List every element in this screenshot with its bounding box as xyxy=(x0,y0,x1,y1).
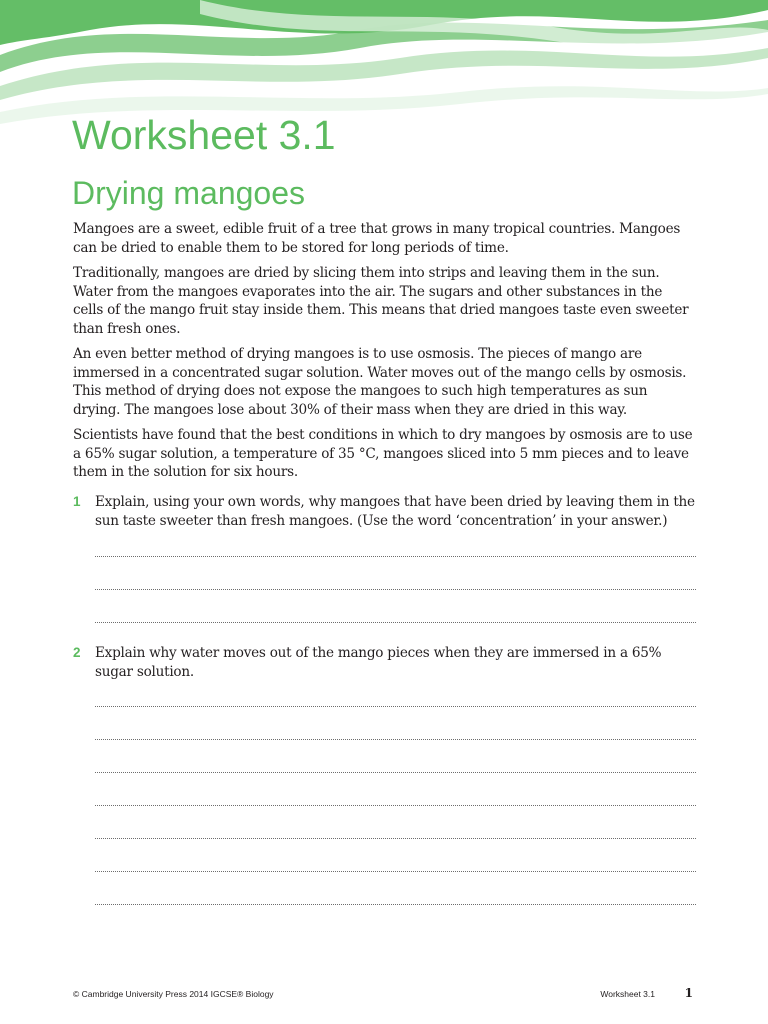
page-footer xyxy=(73,988,695,1002)
page-number: 1 xyxy=(684,986,693,1000)
footer-worksheet-label: Worksheet 3.1 xyxy=(600,989,655,999)
section-title: Drying mangoes xyxy=(72,175,305,211)
answer-line[interactable] xyxy=(95,706,696,707)
worksheet-title: Worksheet 3.1 xyxy=(72,112,336,158)
answer-line[interactable] xyxy=(95,739,696,740)
question-number: 1 xyxy=(73,494,81,509)
answer-line[interactable] xyxy=(95,805,696,806)
answer-line[interactable] xyxy=(95,838,696,839)
question-2 xyxy=(73,644,698,681)
answer-line[interactable] xyxy=(95,556,696,557)
question-1 xyxy=(73,493,698,530)
question-text: Explain, using your own words, why mangoes that have been dried by leaving them in the sun taste sweeter than fresh mangoes. (Use the word ‘concentration’ in your answer.) xyxy=(95,494,695,529)
intro-paragraph: An even better method of drying mangoes is to use osmosis. The pieces of mango are immersed in a concentrated sugar solution. Water moves out of the mango cells by osmosis. This method of drying does not expose the mangoes to such high temperatures as sun drying. The mangoes lose about 30% of their mass when they are dried in this way. xyxy=(73,346,687,418)
answer-line[interactable] xyxy=(95,904,696,905)
question-number: 2 xyxy=(73,645,81,660)
intro-paragraph: Traditionally, mangoes are dried by slicing them into strips and leaving them in the sun. Water from the mangoes evaporates into the air. The sugars and other substances in the cells of the mango fruit stay inside them. This means that dried mangoes taste even sweeter than fresh ones. xyxy=(73,265,689,337)
intro-text xyxy=(73,220,695,489)
answer-line[interactable] xyxy=(95,622,696,623)
question-text: Explain why water moves out of the mango pieces when they are immersed in a 65% sugar solution. xyxy=(95,645,662,680)
answer-line[interactable] xyxy=(95,589,696,590)
answer-line[interactable] xyxy=(95,772,696,773)
answer-line[interactable] xyxy=(95,871,696,872)
intro-paragraph: Mangoes are a sweet, edible fruit of a tree that grows in many tropical countries. Mangoes can be dried to enable them to be stored for long periods of time. xyxy=(73,221,681,256)
copyright-text: © Cambridge University Press 2014 IGCSE® Biology xyxy=(73,989,274,999)
intro-paragraph: Scientists have found that the best conditions in which to dry mangoes by osmosis are to use a 65% sugar solution, a temperature of 35 °C, mangoes sliced into 5 mm pieces and to leave them in the solution for six hours. xyxy=(73,427,693,480)
